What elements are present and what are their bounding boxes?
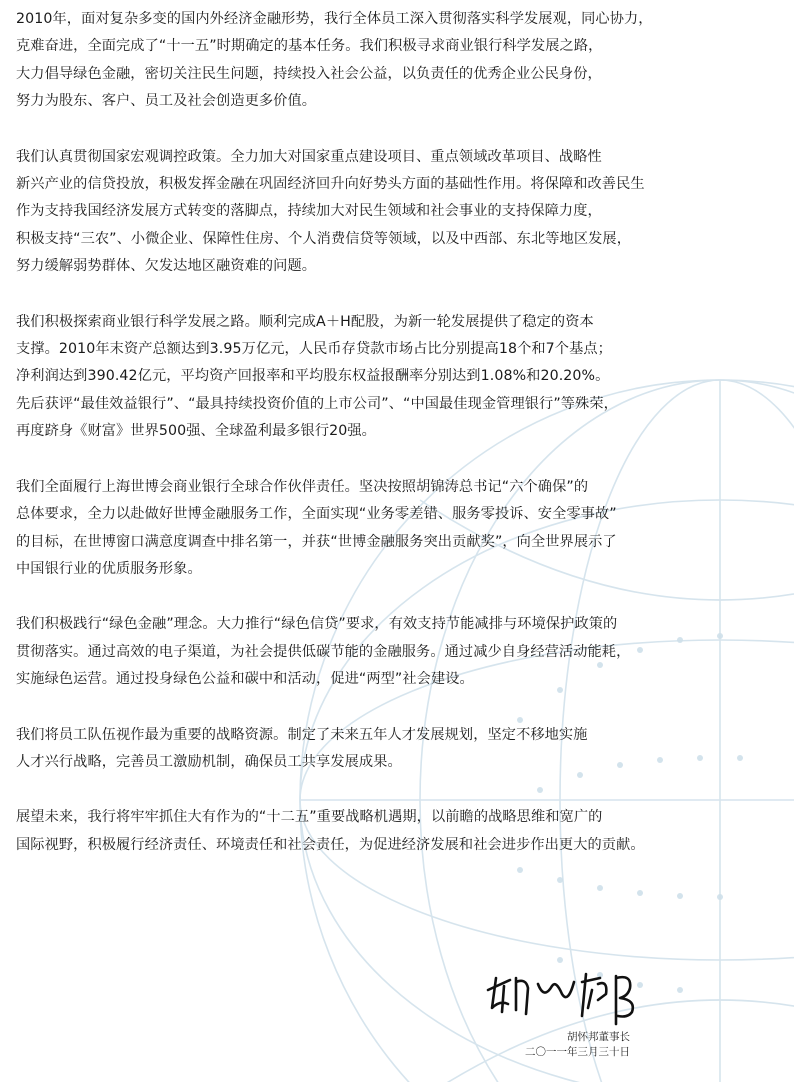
signature-block xyxy=(510,1030,630,1060)
text-line: 大力倡导绿色金融，密切关注民生问题，持续投入社会公益，以负责任的优秀企业公民身份， xyxy=(16,65,602,82)
signature-date: 二〇一一年三月三十日 xyxy=(525,1046,630,1058)
text-line: 国际视野，积极履行经济责任、环境责任和社会责任，为促进经济发展和社会进步作出更大的贡献。 xyxy=(16,836,645,853)
text-line: 作为支持我国经济发展方式转变的落脚点，持续加大对民生领域和社会事业的支持保障力度， xyxy=(16,203,602,220)
paragraph xyxy=(16,722,656,777)
paragraph xyxy=(16,804,656,859)
text-line: 人才兴行战略，完善员工激励机制，确保员工共享发展成果。 xyxy=(16,753,402,770)
text-line: 2010年，面对复杂多变的国内外经济金融形势，我行全体员工深入贯彻落实科学发展观，同心协力， xyxy=(16,11,653,27)
text-line: 先后获评“最佳效益银行”、“最具持续投资价值的上市公司”、“中国最佳现金管理银行”等殊荣， xyxy=(16,395,618,412)
text-line: 努力为股东、客户、员工及社会创造更多价值。 xyxy=(16,93,317,110)
text-line: 展望未来，我行将牢牢抓住大有作为的“十二五”重要战略机遇期，以前瞻的战略思维和宽广的 xyxy=(16,809,603,826)
signer-title: 胡怀邦董事长 xyxy=(567,1031,630,1043)
letter-body xyxy=(16,6,656,887)
text-line: 贯彻落实。通过高效的电子渠道，为社会提供低碳节能的金融服务。通过减少自身经营活动能耗， xyxy=(16,643,631,660)
text-line: 努力缓解弱势群体、欠发达地区融资难的问题。 xyxy=(16,258,317,275)
paragraph xyxy=(16,144,656,281)
text-line: 中国银行业的优质服务形象。 xyxy=(16,560,202,577)
text-line: 支撑。2010年末资产总额达到3.95万亿元，人民币存贷款市场占比分别提高18个和7个基点； xyxy=(16,341,612,358)
text-line: 积极支持“三农”、小微企业、保障性住房、个人消费信贷等领域，以及中西部、东北等地区发展， xyxy=(16,230,631,247)
text-line: 总体要求，全力以赴做好世博金融服务工作，全面实现“业务零差错、服务零投诉、安全零事故” xyxy=(16,506,617,523)
handwritten-signature xyxy=(482,960,658,1030)
text-line: 我们积极践行“绿色金融”理念。大力推行“绿色信贷”要求，有效支持节能减排与环境保护政策的 xyxy=(16,616,618,633)
text-line: 我们积极探索商业银行科学发展之路。顺利完成A＋H配股，为新一轮发展提供了稳定的资本 xyxy=(16,313,594,330)
text-line: 的目标，在世博窗口满意度调查中排名第一，并获“世博金融服务突出贡献奖”，向全世界展示了 xyxy=(16,533,617,550)
text-line: 再度跻身《财富》世界500强、全球盈利最多银行20强。 xyxy=(16,423,376,440)
text-line: 我们全面履行上海世博会商业银行全球合作伙伴责任。坚决按照胡锦涛总书记“六个确保”的 xyxy=(16,478,589,495)
text-line: 我们将员工队伍视作最为重要的战略资源。制定了未来五年人才发展规划，坚定不移地实施 xyxy=(16,726,588,743)
text-line: 净利润达到390.42亿元，平均资产回报率和平均股东权益报酬率分别达到1.08%和20.20%。 xyxy=(16,368,610,385)
text-line: 实施绿色运营。通过投身绿色公益和碳中和活动，促进“两型”社会建设。 xyxy=(16,671,474,688)
paragraph xyxy=(16,611,656,693)
paragraph xyxy=(16,6,656,116)
text-line: 克难奋进，全面完成了“十一五”时期确定的基本任务。我们积极寻求商业银行科学发展之路， xyxy=(16,38,603,55)
text-line: 我们认真贯彻国家宏观调控政策。全力加大对国家重点建设项目、重点领域改革项目、战略性 xyxy=(16,148,602,165)
paragraph xyxy=(16,474,656,584)
text-line: 新兴产业的信贷投放，积极发挥金融在巩固经济回升向好势头方面的基础性作用。将保障和改善民生 xyxy=(16,176,645,193)
paragraph xyxy=(16,309,656,446)
